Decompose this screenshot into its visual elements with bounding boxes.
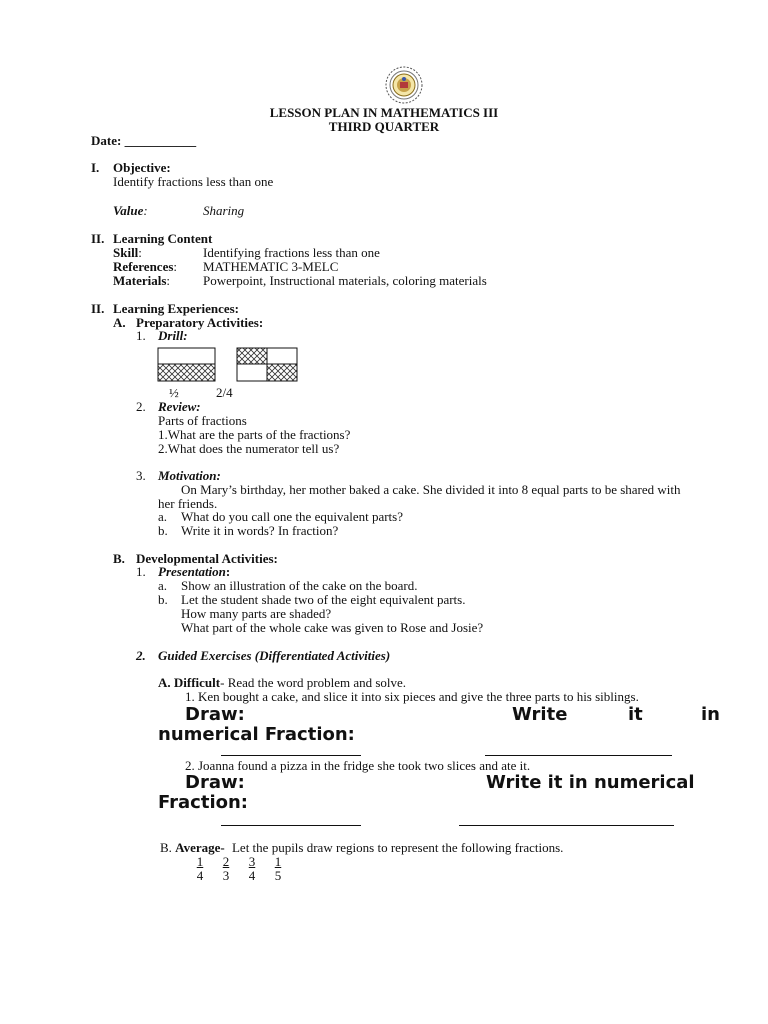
average-instruction: Let the pupils draw regions to represent the following fractions. (231, 840, 564, 855)
preparatory-label: A. (113, 315, 126, 330)
draw-label: Draw: (185, 704, 245, 725)
problem-1: 1. Ken bought a cake, and slice it into six pieces and give the three parts to his siblings. (185, 689, 639, 704)
review-label: Review: (158, 399, 201, 414)
value-row (113, 204, 148, 218)
materials-value: Powerpoint, Instructional materials, coloring materials (203, 273, 487, 288)
write-word: Write (512, 704, 568, 725)
presentation-label-row: Presentation: (158, 564, 231, 579)
presentation-item-text: How many parts are shaded? (181, 606, 332, 621)
value-label: Value (113, 203, 144, 218)
motivation-text-continued: her friends. (158, 496, 218, 511)
learning-experiences-heading: Learning Experiences: (113, 301, 240, 316)
motivation-item-marker: a. (158, 509, 168, 524)
value-text: Sharing (203, 203, 245, 218)
difficult-label: A. Difficult (158, 675, 221, 690)
drill-fraction-two-fourths: 2/4 (216, 385, 233, 400)
fraction-item: $\frac{1}{5}$ (274, 854, 282, 883)
problem-2: 2. Joanna found a pizza in the fridge she took two slices and ate it. (185, 758, 531, 773)
developmental-heading: Developmental Activities: (136, 551, 278, 566)
motivation-item-text: What do you call one the equivalent parts? (181, 509, 404, 524)
section-numeral-i: I. (91, 160, 100, 175)
review-number: 2. (136, 399, 146, 414)
presentation-item-text: What part of the whole cake was given to Rose and Josie? (181, 620, 484, 635)
review-line: 2.What does the numerator tell us? (158, 441, 340, 456)
skill-value: Identifying fractions less than one (203, 245, 380, 260)
presentation-item-text: Show an illustration of the cake on the board. (181, 578, 418, 593)
fraction-item: $\frac{3}{4}$ (248, 854, 256, 883)
preparatory-heading: Preparatory Activities: (136, 315, 264, 330)
materials-label: Materials: (113, 273, 171, 288)
write-word: in (701, 704, 720, 725)
school-seal-logo (383, 66, 425, 104)
objective-heading: Objective: (113, 160, 171, 175)
motivation-item-text: Write it in words? In fraction? (181, 523, 339, 538)
fraction-item: $\frac{2}{3}$ (222, 854, 230, 883)
learning-content-heading: Learning Content (113, 231, 213, 246)
write-label: Write it in numerical (486, 772, 695, 793)
presentation-item-text: Let the student shade two of the eight equivalent parts. (181, 592, 466, 607)
drill-label: Drill: (158, 328, 188, 343)
numerical-fraction-label: numerical Fraction: (158, 724, 355, 745)
skill-label: Skill: (113, 245, 142, 260)
document-title: LESSON PLAN IN MATHEMATICS III (269, 105, 499, 120)
average-label: Average- (175, 840, 225, 855)
guided-number: 2. (136, 648, 146, 663)
motivation-label: Motivation: (158, 468, 221, 483)
section-numeral-iii: II. (91, 301, 105, 316)
presentation-item-marker: a. (158, 578, 168, 593)
write-word: it (628, 704, 643, 725)
guided-heading: Guided Exercises (Differentiated Activities) (158, 648, 391, 663)
answer-line-fraction[interactable] (485, 755, 672, 756)
references-value: MATHEMATIC 3-MELC (203, 259, 339, 274)
value-colon: : (143, 203, 148, 218)
motivation-item-marker: b. (158, 523, 168, 538)
review-line: Parts of fractions (158, 413, 247, 428)
motivation-text: On Mary’s birthday, her mother baked a cake. She divided it into 8 equal parts to be shared with (181, 482, 681, 497)
motivation-number: 3. (136, 468, 146, 483)
numerical-fraction-label: Fraction: (158, 792, 248, 813)
average-row (160, 841, 563, 855)
developmental-label: B. (113, 551, 125, 566)
document-subtitle: THIRD QUARTER (328, 119, 440, 134)
answer-line-fraction[interactable] (459, 825, 674, 826)
difficult-row (158, 676, 406, 690)
drill-diagram-half (157, 347, 217, 383)
section-numeral-ii: II. (91, 231, 105, 246)
answer-line-draw[interactable] (221, 755, 361, 756)
review-line: 1.What are the parts of the fractions? (158, 427, 351, 442)
date-field: Date: ___________ (91, 133, 197, 148)
references-label: References: (113, 259, 178, 274)
presentation-label: Presentation (158, 564, 226, 579)
difficult-instruction: - Read the word problem and solve. (220, 675, 407, 690)
fraction-item: $\frac{1}{4}$ (196, 854, 204, 883)
presentation-item-marker: b. (158, 592, 168, 607)
drill-number: 1. (136, 328, 146, 343)
objective-text: Identify fractions less than one (113, 174, 274, 189)
drill-fraction-half: ½ (169, 385, 179, 400)
drill-diagram-two-fourths (236, 347, 300, 383)
average-letter: B. (160, 840, 172, 855)
draw-label: Draw: (185, 772, 245, 793)
answer-line-draw[interactable] (221, 825, 361, 826)
presentation-number: 1. (136, 564, 146, 579)
